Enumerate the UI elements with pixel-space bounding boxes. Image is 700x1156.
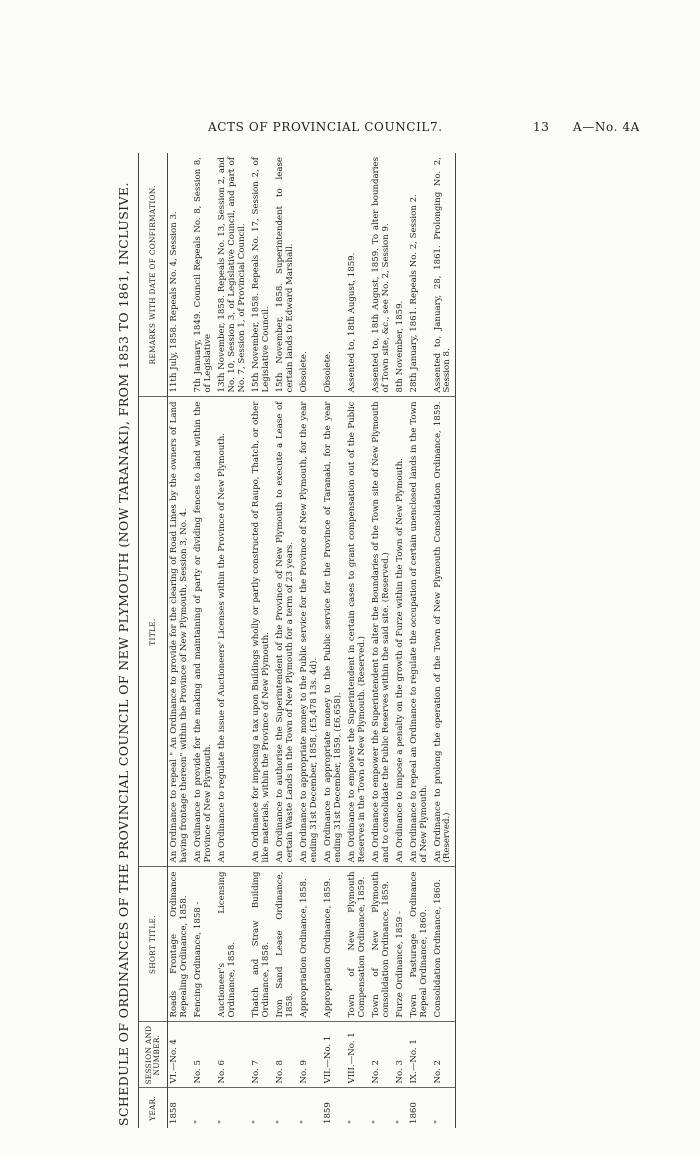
cell-year: " (432, 1088, 456, 1128)
table-row (298, 153, 322, 1128)
cell-remarks: 11th July, 1858. Repeals No. 4, Session 3. (168, 153, 192, 397)
cell-short-title: Iron Sand Lease Ordinance, 1858. (274, 867, 298, 1022)
cell-short-title: Auctioneer's Licensing Ordinance, 1858. (216, 867, 250, 1022)
table-row (192, 153, 216, 1128)
cell-remarks: Obsolete. (322, 153, 346, 397)
cell-title: An Ordinance to impose a penalty on the growth of Furze within the Town of New Plymouth. (394, 397, 408, 867)
table-header-row (138, 153, 168, 1128)
cell-title: An Ordinance to regulate the issue of Auctioneers' Licenses within the Province of New Plymouth. (216, 397, 250, 867)
table-row (322, 153, 346, 1128)
cell-year: " (193, 1120, 204, 1124)
cell-remarks: 7th January, 1849. Council Repeals No. 8, Session 8, of Legislative (192, 153, 216, 397)
cell-year: " (250, 1120, 261, 1124)
cell-remarks: Assented to, January, 28, 1861. Prolonging No. 2, Session 8. (432, 153, 456, 397)
table-row (370, 153, 394, 1128)
column-header-title: TITLE. (138, 397, 168, 867)
cell-session: IX.—No. 1 (408, 1022, 432, 1088)
cell-short-title: Furze Ordinance, 1859 - (394, 867, 408, 1022)
table-row (274, 153, 298, 1128)
cell-short-title: Town of New Plymouth Compensation Ordinance, 1859. (346, 867, 370, 1022)
cell-year: " (274, 1120, 285, 1124)
cell-remarks: 28th January, 1861. Repeals No. 2, Session 2. (408, 153, 432, 397)
cell-session: VII.—No. 1 (322, 1022, 346, 1088)
rotated-schedule (117, 153, 697, 1128)
cell-short-title: Town Pasturage Ordinance Repeal Ordinance, 1860. (408, 867, 432, 1022)
cell-short-title: Town of New Plymouth consolidation Ordinance, 1859. (370, 867, 394, 1022)
table-row (432, 153, 456, 1128)
cell-title: An Ordinance to empower the Superintendent in certain cases to grant compensation out of the Public Reserves in the Town of New Plymouth. (Reserved.) (346, 397, 370, 867)
cell-remarks: Assented to, 18th August, 1859. (346, 153, 370, 397)
cell-remarks: Obsolete. (298, 153, 322, 397)
cell-session: No. 2 (370, 1022, 394, 1088)
table-row (216, 153, 250, 1128)
cell-session: No. 8 (274, 1022, 298, 1088)
cell-remarks: Assented to, 18th August, 1859. To alter boundaries of Town site, &c., see No. 2, Session 9. (370, 153, 394, 397)
cell-session: No. 7 (250, 1022, 274, 1088)
cell-year: " (370, 1120, 381, 1124)
cell-title: An Ordinance to empower the Superintendent to alter the Boundaries of the Town site of New Plymouth and to consolidate the Public Reserves within the said site. (Reserved.) (370, 397, 394, 867)
cell-title: An Ordinance to repeal an Ordinance to regulate the occupation of certain unenclosed lands in the Town of New Plymouth. (408, 397, 432, 867)
cell-session: VI.—No. 4 (168, 1022, 192, 1088)
cell-title: An Ordinance to prolong the operation of the Town of New Plymouth Consolidation Ordinance, 1859. (Reserved.) (432, 397, 456, 867)
column-header-short-title: SHORT TITLE. (138, 867, 168, 1022)
cell-short-title: Appropriation Ordinance, 1859. (322, 867, 346, 1022)
cell-short-title: Roads Frontage Ordinance Repealing Ordinance, 1858. (168, 867, 192, 1022)
cell-title: An Ordinance to authorise the Superintendent of the Province of New Plymouth to execute a Lease of certain Waste Lands in the Town of New Plymouth for a term of 23 years. (274, 397, 298, 867)
ordinance-table (138, 153, 457, 1128)
cell-session: VIII.—No. 1 (346, 1022, 370, 1088)
schedule-title: SCHEDULE OF ORDINANCES OF THE PROVINCIAL COUNCIL OF NEW PLYMOUTH (NOW TARANAKI), FROM 1853 TO 1861, INCLUSIVE. (116, 182, 131, 1126)
cell-session: No. 5 (192, 1022, 216, 1088)
cell-title: An Ordinance to provide for the making and maintaining of party or dividing fences to land within the Province of New Plymouth. (192, 397, 216, 867)
cell-title: An Ordinance to appropriate money to the Public service for the Province of Taranaki, for the year ending 31st December, 1859, (£6,658). (322, 397, 346, 867)
cell-session: No. 2 (432, 1022, 456, 1088)
cell-short-title: Appropriation Ordinance, 1858. (298, 867, 322, 1022)
column-header-remarks: REMARKS WITH DATE OF CONFIRMATION. (138, 153, 168, 397)
cell-short-title: Consolidation Ordinance, 1860. (432, 867, 456, 1022)
cell-session: No. 3 (394, 1022, 408, 1088)
table-body (168, 153, 456, 1128)
cell-remarks: 13th November, 1858. Repeals No. 13, Session 2, and No. 10, Session 3, of Legislative Council, and part of No. 7, Session 1, of Provincial Council. (216, 153, 250, 397)
column-header-session: SESSION AND NUMBER. (138, 1022, 168, 1088)
cell-year: " (217, 1120, 228, 1124)
cell-year: " (298, 1120, 309, 1124)
table-row (346, 153, 370, 1128)
cell-remarks: 15th November, 1858. Repeals No. 17, Session 2, of Legislative Council. (250, 153, 274, 397)
page-number: 13 (533, 120, 550, 134)
cell-remarks: 8th November, 1859. (394, 153, 408, 397)
document-reference: A—No. 4A (573, 120, 640, 134)
cell-short-title: Fencing Ordinance, 1858 - (192, 867, 216, 1022)
cell-year: " (394, 1120, 405, 1124)
cell-session: No. 9 (298, 1022, 322, 1088)
table-row (394, 153, 408, 1128)
cell-title: An Ordinance to appropriate money to the Public service for the Province of New Plymouth, for the year ending 31st December, 1858, (£5,478 13s. 4d). (298, 397, 322, 867)
cell-year: 1860 (408, 1102, 419, 1124)
column-header-year: YEAR. (138, 1088, 168, 1128)
table-row (250, 153, 274, 1128)
cell-session: No. 6 (216, 1022, 250, 1088)
table-row (168, 153, 192, 1128)
cell-remarks: 15th November, 1858. Superintendent to lease certain lands to Edward Marshall. (274, 153, 298, 397)
cell-title: An Ordinance for imposing a tax upon Buildings wholly or partly constructed of Raupo, Thatch, or other like materials, within the Province of New Plymouth. (250, 397, 274, 867)
running-title: ACTS OF PROVINCIAL COUNCIL7. (208, 120, 443, 134)
cell-year: " (346, 1120, 357, 1124)
cell-year: 1859 (322, 1102, 333, 1124)
cell-title: An Ordinance to repeal " An Ordinance to provide for the clearing of Road Lines by the owners of Land having frontage thereon" within the Province of New Plymouth, Session 3, No. 4. (168, 397, 192, 867)
cell-year: 1858 (169, 1102, 180, 1124)
cell-short-title: Thatch and Straw Building Ordinance, 1858. (250, 867, 274, 1022)
table-row (408, 153, 432, 1128)
